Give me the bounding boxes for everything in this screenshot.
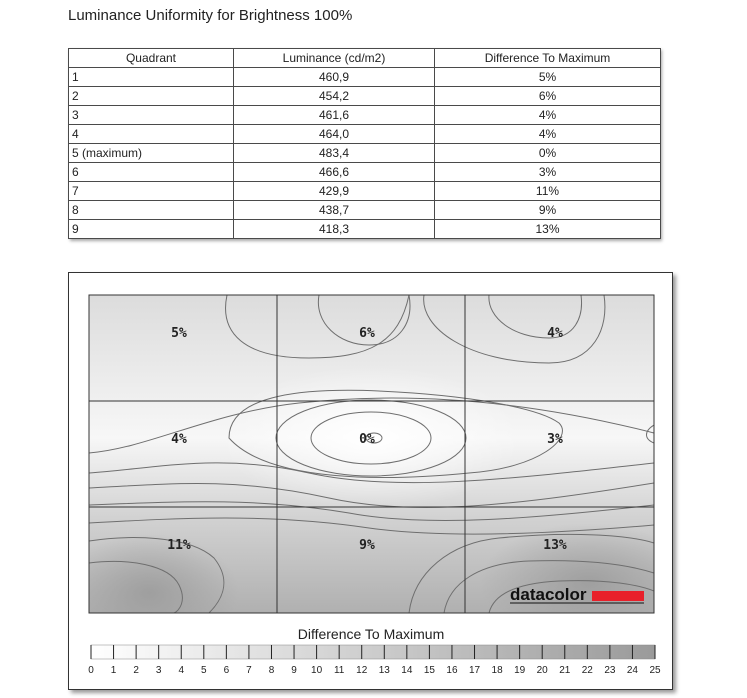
table-row <box>69 87 661 106</box>
difference-scale <box>88 645 661 676</box>
quadrant-label: 3% <box>547 432 563 447</box>
quadrant-label: 0% <box>359 432 375 447</box>
quadrant-cell: 5 (maximum) <box>69 144 234 163</box>
scale-tick-label: 2 <box>133 665 139 676</box>
scale-tick-label: 8 <box>268 665 275 676</box>
scale-tick-label: 10 <box>311 665 323 676</box>
scale-tick-label: 23 <box>604 665 616 676</box>
luminance-cell: 438,7 <box>234 201 435 220</box>
quadrant-label: 9% <box>359 538 375 553</box>
difference-cell: 4% <box>435 106 661 125</box>
quadrant-cell: 7 <box>69 182 234 201</box>
quadrant-cell: 4 <box>69 125 234 144</box>
scale-tick-label: 1 <box>110 665 117 676</box>
scale-tick-label: 9 <box>291 665 297 676</box>
scale-tick-label: 12 <box>356 665 368 676</box>
quadrant-cell: 6 <box>69 163 234 182</box>
luminance-cell: 454,2 <box>234 87 435 106</box>
table-row <box>69 106 661 125</box>
quadrant-label: 6% <box>359 326 375 341</box>
difference-cell: 5% <box>435 68 661 87</box>
table-row <box>69 163 661 182</box>
page-title: Luminance Uniformity for Brightness 100% <box>68 7 353 24</box>
quadrant-cell: 9 <box>69 220 234 239</box>
column-header-luminance: Luminance (cd/m2) <box>234 49 435 68</box>
scale-tick-label: 20 <box>536 665 548 676</box>
column-header-difference: Difference To Maximum <box>435 49 661 68</box>
table-row <box>69 125 661 144</box>
luminance-cell: 464,0 <box>234 125 435 144</box>
uniformity-heatmap <box>69 273 672 689</box>
table-row <box>69 201 661 220</box>
difference-cell: 6% <box>435 87 661 106</box>
scale-tick-label: 18 <box>491 665 503 676</box>
table-row <box>69 182 661 201</box>
scale-tick-label: 3 <box>155 665 162 676</box>
luminance-cell: 429,9 <box>234 182 435 201</box>
difference-cell: 11% <box>435 182 661 201</box>
luminance-cell: 418,3 <box>234 220 435 239</box>
scale-tick-label: 14 <box>401 665 413 676</box>
scale-tick-label: 25 <box>649 665 661 676</box>
scale-tick-label: 6 <box>223 665 230 676</box>
logo-bar <box>592 591 644 601</box>
quadrant-cell: 8 <box>69 201 234 220</box>
quadrant-cell: 3 <box>69 106 234 125</box>
quadrant-label: 4% <box>171 432 187 447</box>
stats-table <box>68 48 660 239</box>
luminance-cell: 461,6 <box>234 106 435 125</box>
scale-tick-label: 24 <box>626 665 639 676</box>
table-header-row <box>69 49 661 68</box>
difference-cell: 9% <box>435 201 661 220</box>
scale-tick-label: 21 <box>559 665 571 676</box>
uniformity-chart-panel <box>68 272 673 690</box>
scale-tick-label: 5 <box>201 665 207 676</box>
quadrant-label: 11% <box>167 538 191 553</box>
quadrant-label: 13% <box>543 538 567 553</box>
quadrant-cell: 2 <box>69 87 234 106</box>
table-row <box>69 220 661 239</box>
scale-tick-label: 17 <box>468 665 481 676</box>
scale-tick-label: 13 <box>378 665 390 676</box>
difference-cell: 3% <box>435 163 661 182</box>
scale-tick-label: 11 <box>333 665 345 676</box>
scale-tick-label: 16 <box>446 665 458 676</box>
table-row <box>69 144 661 163</box>
luminance-cell: 460,9 <box>234 68 435 87</box>
scale-tick-label: 4 <box>178 665 185 676</box>
scale-tick-label: 15 <box>423 665 435 676</box>
column-header-quadrant: Quadrant <box>69 49 234 68</box>
table-row <box>69 68 661 87</box>
scale-tick-label: 19 <box>514 665 526 676</box>
scale-tick-label: 0 <box>88 665 94 676</box>
luminance-cell: 466,6 <box>234 163 435 182</box>
quadrant-cell: 1 <box>69 68 234 87</box>
logo-text: datacolor <box>510 585 587 604</box>
scale-title: Difference To Maximum <box>297 626 445 642</box>
luminance-cell: 483,4 <box>234 144 435 163</box>
scale-tick-label: 7 <box>246 665 252 676</box>
quadrant-label: 5% <box>171 326 187 341</box>
difference-cell: 13% <box>435 220 661 239</box>
scale-tick-label: 22 <box>581 665 593 676</box>
difference-cell: 4% <box>435 125 661 144</box>
difference-cell: 0% <box>435 144 661 163</box>
quadrant-label: 4% <box>547 326 563 341</box>
